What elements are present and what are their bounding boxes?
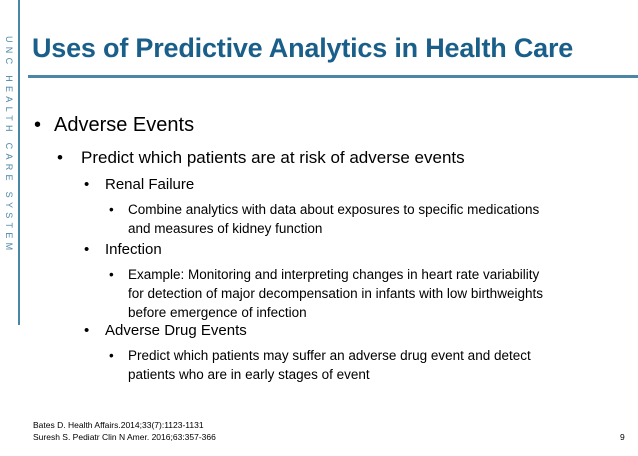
bullet-glyph: • [84, 322, 90, 339]
sidebar-org-name: UNC HEALTH CARE SYSTEM [4, 36, 14, 255]
sidebar-divider [18, 0, 20, 325]
bullet-glyph: • [57, 148, 63, 167]
slide-title: Uses of Predictive Analytics in Health Care [32, 33, 574, 63]
bullet-text: Predict which patients are at risk of adverse events [81, 148, 465, 167]
bullet-glyph: • [34, 114, 42, 136]
bullet-text-line: Example: Monitoring and interpreting changes in heart rate variability [128, 267, 540, 282]
title-underline [28, 75, 638, 78]
bullet-text-line: Combine analytics with data about exposures to specific medications [128, 202, 540, 217]
bullet-text-line: patients who are in early stages of event [128, 367, 370, 382]
bullet-glyph: • [109, 348, 114, 363]
bullet-text: Adverse Events [54, 114, 195, 136]
bullet-text: Renal Failure [105, 176, 195, 193]
bullet-glyph: • [109, 267, 114, 282]
bullet-text-line: Predict which patients may suffer an adverse drug event and detect [128, 348, 531, 363]
page-number: 9 [620, 432, 625, 442]
bullet-text: Adverse Drug Events [105, 322, 247, 339]
sidebar [0, 0, 19, 456]
bullet-text-line: and measures of kidney function [128, 221, 323, 236]
bullet-glyph: • [84, 241, 90, 258]
footnote-citation: Bates D. Health Affairs.2014;33(7):1123-1131 [33, 420, 204, 430]
footnote-citation: Suresh S. Pediatr Clin N Amer. 2016;63:357-366 [33, 432, 216, 442]
bullet-text: Infection [105, 241, 162, 258]
bullet-text-line: before emergence of infection [128, 305, 307, 320]
bullet-glyph: • [109, 202, 114, 217]
bullet-text-line: for detection of major decompensation in infants with low birthweights [128, 286, 543, 301]
bullet-glyph: • [84, 176, 90, 193]
